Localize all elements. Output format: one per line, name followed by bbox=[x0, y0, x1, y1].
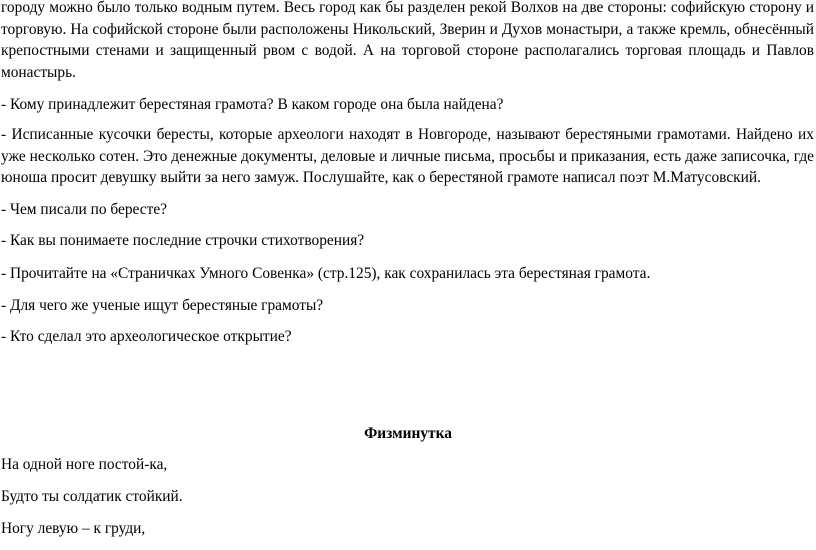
question-why-search: - Для чего же ученые ищут берестяные грамоты? bbox=[1, 297, 324, 314]
poem-line-3: Ногу левую – к груди, bbox=[1, 520, 146, 537]
paragraph-novgorod-description: городу можно было только водным путем. Весь город как бы разделен рекой Волхов на две стороны: софийскую сторону и торговую. На софийской стороне были расположены Никольский, Зверин и Духов монастыри, а также кремль, обнесённый крепостными стенами и защищенный рвом с водой. А на торговой стороне располагались торговая площадь и Павлов монастырь. bbox=[1, 0, 814, 81]
question-who-owns-birchbark: - Кому принадлежит берестяная грамота? В каком городе она была найдена? bbox=[1, 96, 504, 113]
question-who-discovered: - Кто сделал это археологическое открытие? bbox=[1, 328, 292, 345]
poem-line-2: Будто ты солдатик стойкий. bbox=[1, 488, 183, 505]
paragraph-birchbark-letters: - Исписанные кусочки бересты, которые археологи находят в Новгороде, называют берестяными грамотами. Найдено их уже несколько сотен. Это денежные документы, деловые и личные письма, просьбы и приказания, есть даже записочка, где юноша просит девушку выйти за него замуж. Послушайте, как о берестяной грамоте написал поэт М.Матусовский. bbox=[1, 126, 814, 187]
question-what-wrote-with: - Чем писали по бересте? bbox=[1, 201, 167, 218]
section-heading-fizminutka: Физминутка bbox=[364, 425, 452, 442]
poem-line-1: На одной ноге постой-ка, bbox=[1, 456, 168, 473]
task-read-owl-pages: - Прочитайте на «Страничках Умного Совенка» (стр.125), как сохранилась эта берестяная грамота. bbox=[1, 265, 651, 282]
question-last-lines: - Как вы понимаете последние строчки стихотворения? bbox=[1, 232, 365, 249]
